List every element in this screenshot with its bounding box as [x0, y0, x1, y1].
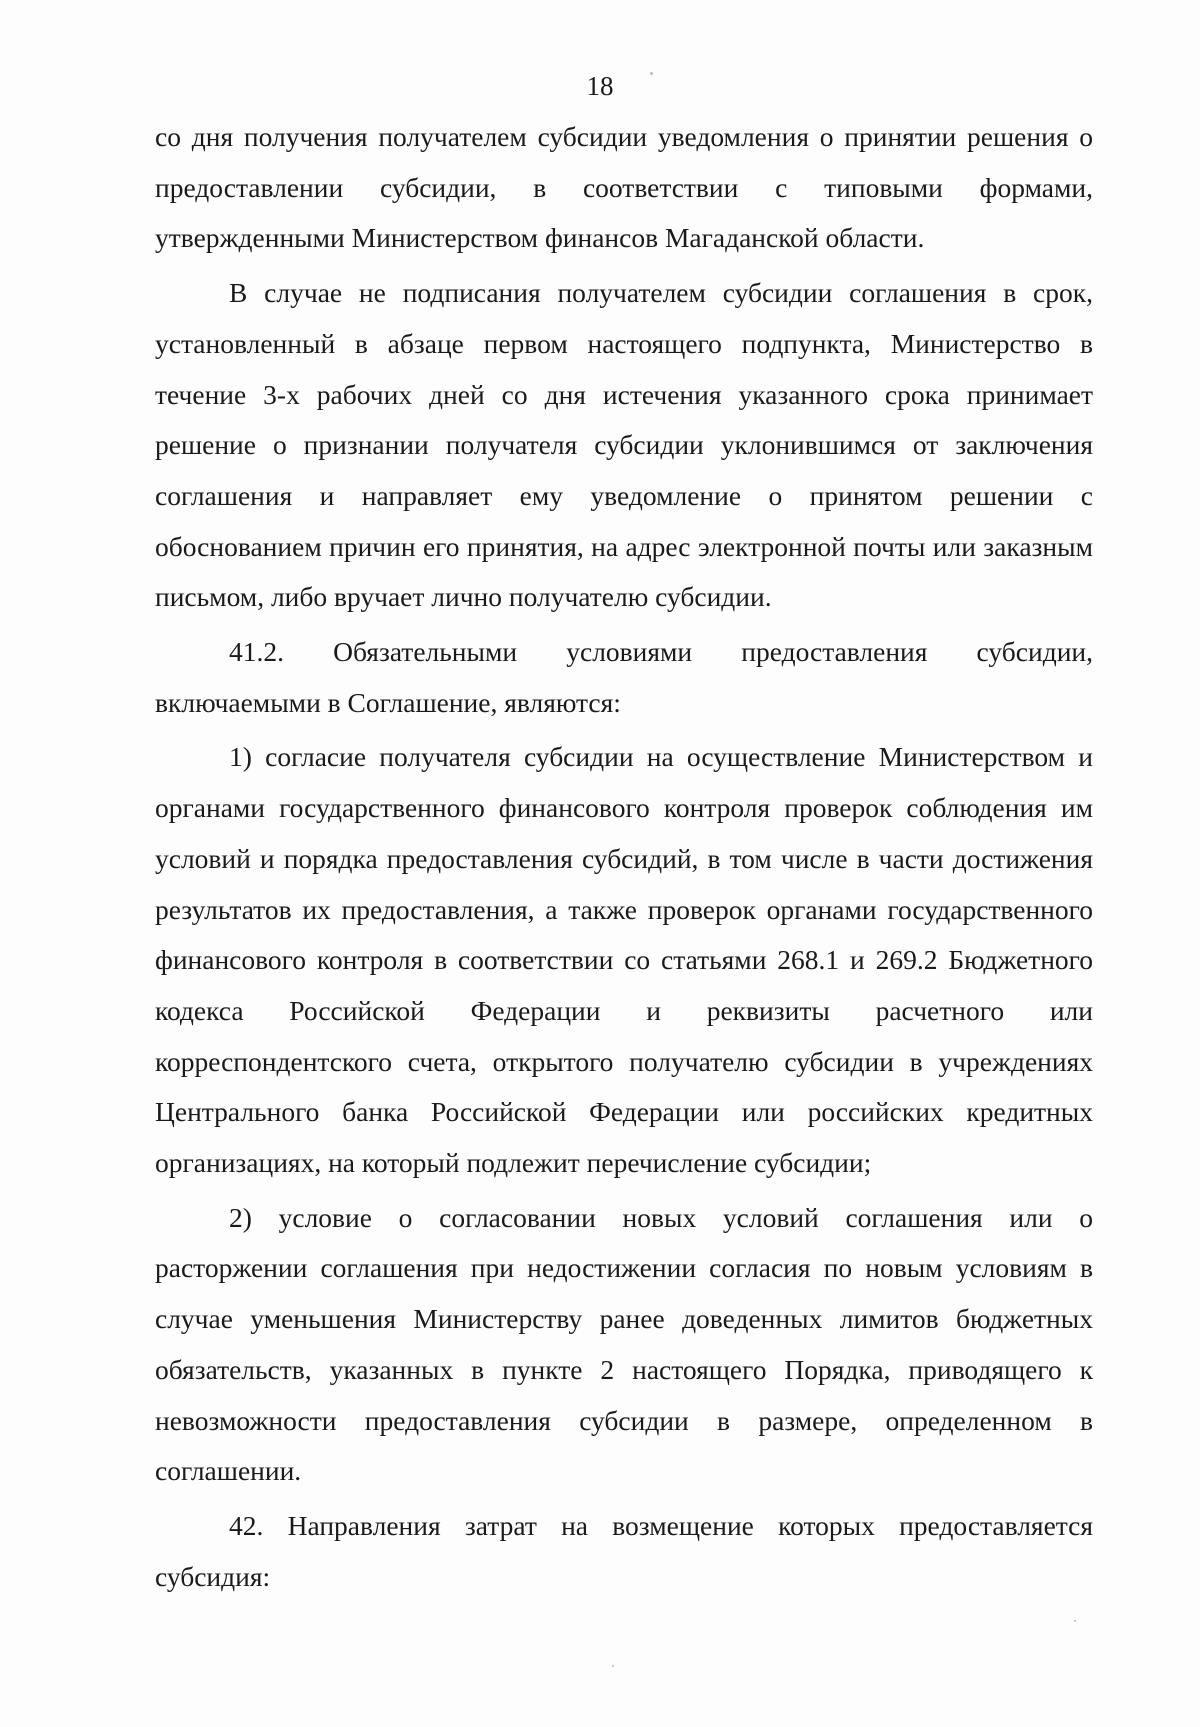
scan-speck — [1074, 1620, 1076, 1622]
paragraph-42-heading: 42. Направления затрат на возмещение которых предоставляется субсидия: — [155, 1509, 1093, 1592]
paragraph-condition-1: 1) согласие получателя субсидии на осуществление Министерством и органами государственного финансового контроля проверок соблюдения им условий и порядка предоставления субсидий, в том числе в части достижения результатов их предоставления, а также проверок органами государственного финансового контроля в соответствии со статьями 268.1 и 269.2 Бюджетного кодекса Российской Федерации и реквизиты расчетного или корреспондентского счета, открытого получателю субсидии в учреждениях Центрального банка Российской Федерации или российских кредитных организациях, на который подлежит перечисление субсидии; — [155, 741, 1093, 1179]
paragraph-41-2-heading: 41.2. Обязательными условиями предоставления субсидии, включаемыми в Соглашение, являются: — [155, 636, 1093, 718]
scan-speck — [650, 72, 653, 75]
page-number: 18 — [586, 71, 614, 101]
scan-speck — [612, 1665, 614, 1667]
paragraph-condition-2: 2) условие о согласовании новых условий соглашения или о расторжении соглашения при недостижении согласия по новым условиям в случае уменьшения Министерству ранее доведенных лимитов бюджетных обязательств, указанных в пункте 2 настоящего Порядка, приводящего к невозможности предоставления субсидии в размере, определенном в соглашении. — [155, 1201, 1093, 1487]
paragraph-continuation: со дня получения получателем субсидии уведомления о принятии решения о предоставлении субсидии, в соответствии с типовыми формами, утвержденными Министерством финансов Магаданской области. — [155, 121, 1093, 254]
body-text — [155, 112, 1093, 1602]
paragraph-refusal-procedure: В случае не подписания получателем субсидии соглашения в срок, установленный в абзаце первом настоящего подпункта, Министерство в течение 3-х рабочих дней со дня истечения указанного срока принимает решение о признании получателя субсидии уклонившимся от заключения соглашения и направляет ему уведомление о принятом решении с обоснованием причин его принятия, на адрес электронной почты или заказным письмом, либо вручает лично получателю субсидии. — [155, 277, 1093, 613]
